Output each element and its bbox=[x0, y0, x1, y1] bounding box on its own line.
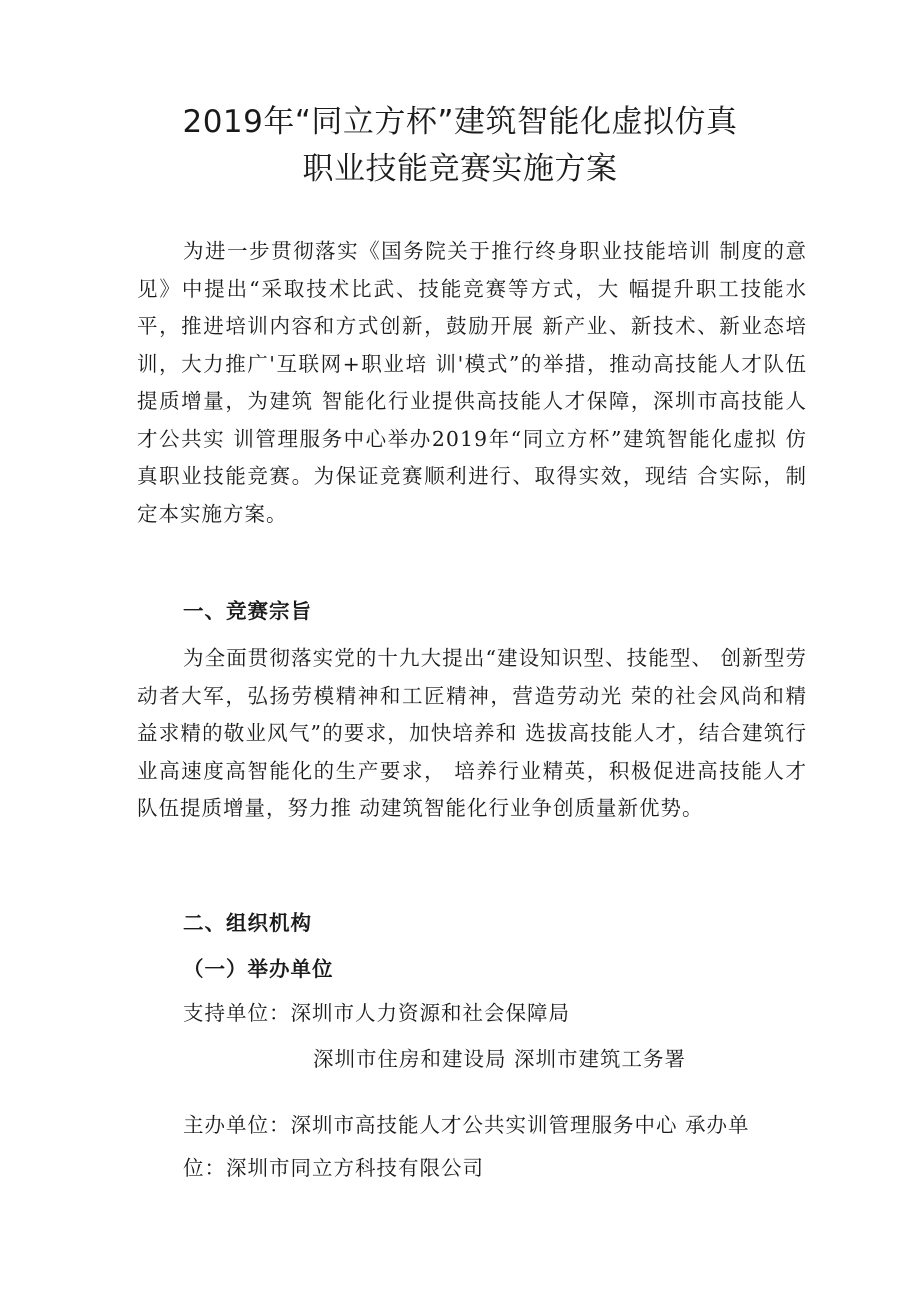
section-2-subheading: （一）举办单位 bbox=[183, 957, 334, 981]
host-units-line-2: 位：深圳市同立方科技有限公司 bbox=[183, 1156, 484, 1180]
section-2-heading: 二、组织机构 bbox=[183, 911, 312, 935]
document-title-line-1: 2019年“同立方杯”建筑智能化虚拟仿真 bbox=[182, 104, 738, 140]
document-title-line-2: 职业技能竞赛实施方案 bbox=[302, 151, 618, 187]
host-units-line-1: 主办单位：深圳市高技能人才公共实训管理服务中心 承办单 bbox=[183, 1113, 750, 1137]
support-units-line-2: 深圳市住房和建设局 深圳市建筑工务署 bbox=[313, 1047, 687, 1071]
intro-paragraph: 为进一步贯彻落实《国务院关于推行终身职业技能培训 制度的意见》中提出“采取技术比武、技能竞赛等方式，大 幅提升职工技能水平，推进培训内容和方式创新，鼓励开展 新产业、新技术、新业态培训，大力推广'互联网+职业培 训'模式”的举措，推动高技能人才队伍提质增量，为建筑 智能化行业提供高技能人才保障，深圳市高技能人才公共实 训管理服务中心举办2019年“同立方杯”建筑智能化虚拟 仿真职业技能竞赛。为保证竞赛顺利进行、取得实效，现结 合实际，制定本实施方案。 bbox=[137, 239, 807, 526]
support-units-line-1: 支持单位：深圳市人力资源和社会保障局 bbox=[183, 1001, 570, 1025]
section-1-paragraph: 为全面贯彻落实党的十九大提出“建设知识型、技能型、 创新型劳动者大军，弘扬劳模精神和工匠精神，营造劳动光 荣的社会风尚和精益求精的敬业风气”的要求，加快培养和 选拔高技能人才，结合建筑行业高速度高智能化的生产要求， 培养行业精英，积极促进高技能人才队伍提质增量，努力推 动建筑智能化行业争创质量新优势。 bbox=[137, 646, 807, 820]
section-1-heading: 一、竞赛宗旨 bbox=[183, 599, 312, 623]
